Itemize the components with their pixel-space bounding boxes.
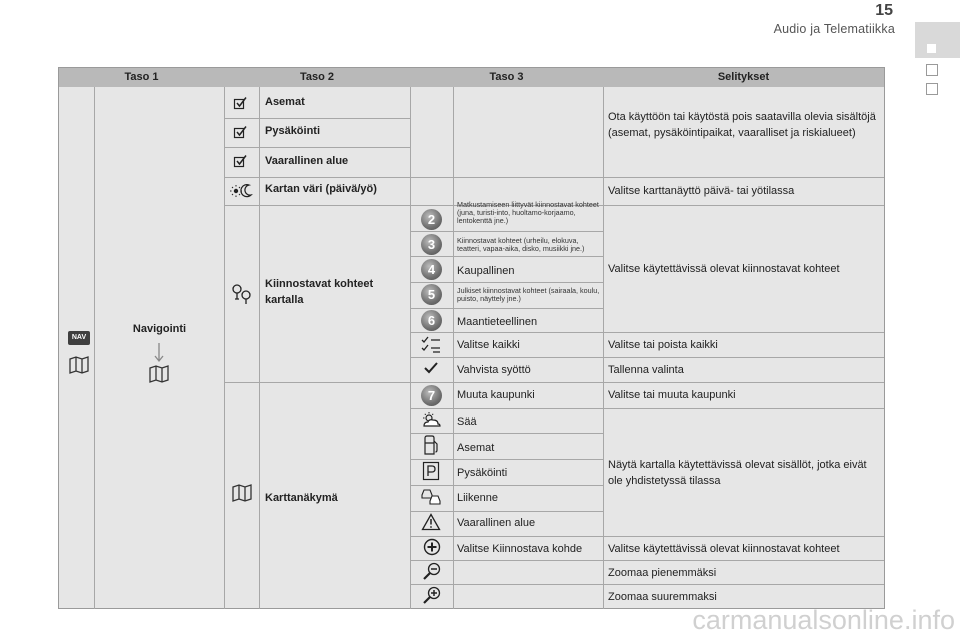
map-view-icon [230, 483, 254, 503]
level2-vaarallinen: Vaarallinen alue [265, 155, 349, 167]
select-all-icon [421, 336, 441, 354]
menu-table [58, 67, 885, 609]
desc-valitse-kaikki: Valitse tai poista kaikki [608, 339, 718, 351]
fuel-station-icon [423, 435, 439, 455]
zoom-in-icon [422, 586, 442, 604]
level3-muuta: Muuta kaupunki [457, 389, 535, 401]
watermark: carmanualsonline.info [692, 605, 955, 635]
map-menu-icon [67, 355, 91, 375]
header-level2: Taso 2 [224, 68, 410, 87]
badge-4: 4 [421, 259, 442, 280]
level2-asemat: Asemat [265, 96, 305, 108]
desc-zoom-out: Zoomaa pienemmäksi [608, 567, 717, 579]
level3-liikenne: Liikenne [457, 492, 498, 504]
desc-kiinnostavat: Valitse käytettävissä olevat kiinnostavat kohteet [608, 263, 840, 275]
section-title: Audio ja Telematiikka [773, 22, 895, 36]
checkbox-icon [233, 125, 247, 139]
desc-kartan-vari: Valitse karttanäyttö päivä- tai yötilassa [608, 185, 795, 197]
traffic-icon [420, 487, 442, 505]
chapter-marker [926, 64, 938, 76]
day-night-icon [229, 181, 253, 199]
zoom-out-icon [422, 562, 442, 580]
level3-vahvista: Vahvista syöttö [457, 364, 531, 376]
level2-pysakointi: Pysäköinti [265, 125, 321, 137]
desc-vahvista: Tallenna valinta [608, 364, 684, 376]
desc-valitse-kiinnostava: Valitse käytettävissä olevat kiinnostavat kohteet [608, 543, 840, 555]
chapter-tab [915, 22, 960, 58]
arrow-down-icon [152, 342, 166, 364]
header-level3: Taso 3 [410, 68, 603, 87]
poi-icon [230, 283, 254, 305]
level3-valitse-kiinnostava: Valitse Kiinnostava kohde [457, 543, 583, 555]
level2-karttanakyma: Karttanäkymä [265, 492, 338, 504]
badge-6: 6 [421, 310, 442, 331]
add-poi-icon [423, 538, 441, 556]
badge-5: 5 [421, 284, 442, 305]
weather-icon [420, 411, 442, 429]
checkbox-icon [233, 154, 247, 168]
map-menu-icon [147, 364, 171, 384]
parking-icon [422, 461, 440, 481]
level3-valitse-kaikki: Valitse kaikki [457, 339, 520, 351]
desc-muuta: Valitse tai muuta kaupunki [608, 389, 736, 401]
page-number: 15 [875, 2, 893, 19]
desc-poi-toggle: Ota käyttöön tai käytöstä pois saatavilla olevia sisältöjä (asemat, pysäköintipaikat, vaaralliset ja riskialueet) [608, 111, 876, 139]
badge-3: 3 [421, 234, 442, 255]
level2-kartan-vari: Kartan väri (päivä/yö) [265, 183, 377, 195]
checkmark-icon [424, 362, 438, 374]
header-level1: Taso 1 [59, 68, 224, 87]
level3-vaarallinen: Vaarallinen alue [457, 517, 536, 529]
chapter-marker [926, 83, 938, 95]
header-description: Selitykset [603, 68, 884, 87]
level3-sub2: Kiinnostavat kohteet (urheilu, elokuva, teatteri, vapaa-aika, disko, musiikki jne.) [457, 236, 585, 253]
level3-sub3: Kaupallinen [457, 265, 515, 277]
badge-2: 2 [421, 209, 442, 230]
level3-saa: Sää [457, 416, 477, 428]
checkbox-icon [233, 96, 247, 110]
desc-zoom-in: Zoomaa suuremmaksi [608, 591, 717, 603]
level3-asemat: Asemat [457, 442, 495, 454]
navigation-label: Navigointi [132, 323, 187, 335]
level3-sub1: Matkustamiseen liittyvät kiinnostavat kohteet (juna, turisti-into, huoltamo-korjaamo, lentokenttä jne.) [457, 200, 599, 225]
badge-7: 7 [421, 385, 442, 406]
level3-sub4: Julkiset kiinnostavat kohteet (sairaala, koulu, puisto, näyttely jne.) [457, 286, 600, 303]
desc-nayta: Näytä kartalla käytettävissä olevat sisällöt, jotka eivät ole yhdistetyssä tilassa [608, 459, 867, 487]
level2-kiinnostavat: Kiinnostavat kohteet kartalla [265, 278, 374, 306]
warning-icon [421, 513, 441, 531]
nav-button-icon: NAV [68, 331, 90, 345]
level3-sub5: Maantieteellinen [457, 316, 538, 328]
level3-pysakointi: Pysäköinti [457, 467, 508, 479]
